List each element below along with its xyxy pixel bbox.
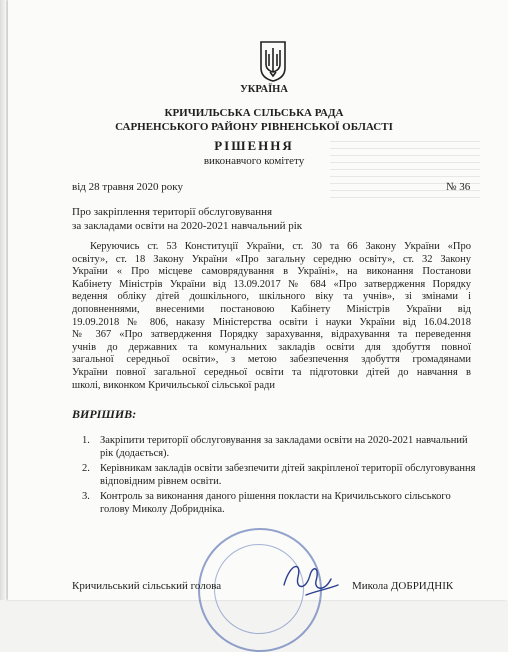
resolution-list <box>82 435 477 520</box>
preamble <box>72 241 471 392</box>
council-district: САРНЕНСЬКОГО РАЙОНУ РІВНЕНСЬКОЇ ОБЛАСТІ <box>115 121 393 133</box>
document-date: від 28 травня 2020 року <box>72 181 183 193</box>
preamble-line: учнів до державних та комунальних закладів освіти для здобуття повної <box>72 341 471 353</box>
list-item <box>82 491 477 516</box>
preamble-line: України « Про місцеве самоврядування в Україні», на виконання Постанови <box>72 266 471 278</box>
preamble-line: Керуючись ст. 53 Конституції України, ст. 30 та 66 Закону України «Про <box>90 241 471 252</box>
resolution-heading: ВИРІШИВ: <box>72 407 137 421</box>
document-type: РІШЕННЯ <box>214 138 294 153</box>
preamble-line: України повної загальної середньої освіти та підготовки дітей до навчання в <box>72 366 471 378</box>
preamble-line: Кабінету Міністрів України від 13.09.2017 № 684 «Про затвердження Порядку <box>72 278 471 290</box>
preamble-line: загальної середньої освіти», з метою забезпечення здобуття громадянами <box>72 354 471 366</box>
item-text: Контроль за виконання даного рішення покласти на Кричильського сільського голову Миколу Добридніка. <box>100 491 451 515</box>
item-number: 3. <box>82 491 90 503</box>
signatory-name: Микола ДОБРИДНІК <box>352 580 454 592</box>
document-subject <box>72 206 372 233</box>
council-title <box>0 106 508 134</box>
subject-line: за закладами освіти на 2020-2021 навчальний рік <box>72 219 303 232</box>
page-edge-shadow <box>0 0 6 600</box>
item-number: 2. <box>82 463 90 475</box>
item-text: Керівникам закладів освіти забезпечити дітей закріпленої території обслуговування відповідним рівнем освіти. <box>100 463 476 487</box>
item-text: Закріпити території обслуговування за закладами освіти на 2020-2021 навчальний рік (додається). <box>100 435 468 459</box>
document-number: № 36 <box>446 181 471 193</box>
item-number: 1. <box>82 435 90 446</box>
issuer: виконавчого комітету <box>203 155 305 167</box>
country-title: УКРАЇНА <box>240 84 288 95</box>
list-item <box>82 463 477 488</box>
preamble-line: № 367 «Про затвердження Порядку зарахування, відрахування та переведення <box>72 329 471 341</box>
preamble-line: освіту», ст. 18 Закону України «Про загальну середню освіту», ст. 32 Закону <box>72 253 471 265</box>
handwritten-signature <box>276 555 346 600</box>
signatory-title: Кричильський сільський голова <box>72 580 222 592</box>
coat-of-arms-icon <box>258 40 288 82</box>
preamble-line: доповненнями, внесеними постановою Кабінету Міністрів України від <box>72 303 471 315</box>
council-name: КРИЧИЛЬСЬКА СІЛЬСЬКА РАДА <box>164 107 344 119</box>
preamble-line: школі, виконком Кричильської сільської ради <box>72 379 275 391</box>
subject-line: Про закріплення території обслуговування <box>72 206 273 218</box>
preamble-line: ведення обліку дітей дошкільного, шкільного віку та учнів», зі змінами і <box>72 291 471 303</box>
preamble-line: 19.09.2018 № 806, наказу Міністерства освіти і науки України від 16.04.2018 <box>72 316 471 328</box>
list-item <box>82 435 477 460</box>
